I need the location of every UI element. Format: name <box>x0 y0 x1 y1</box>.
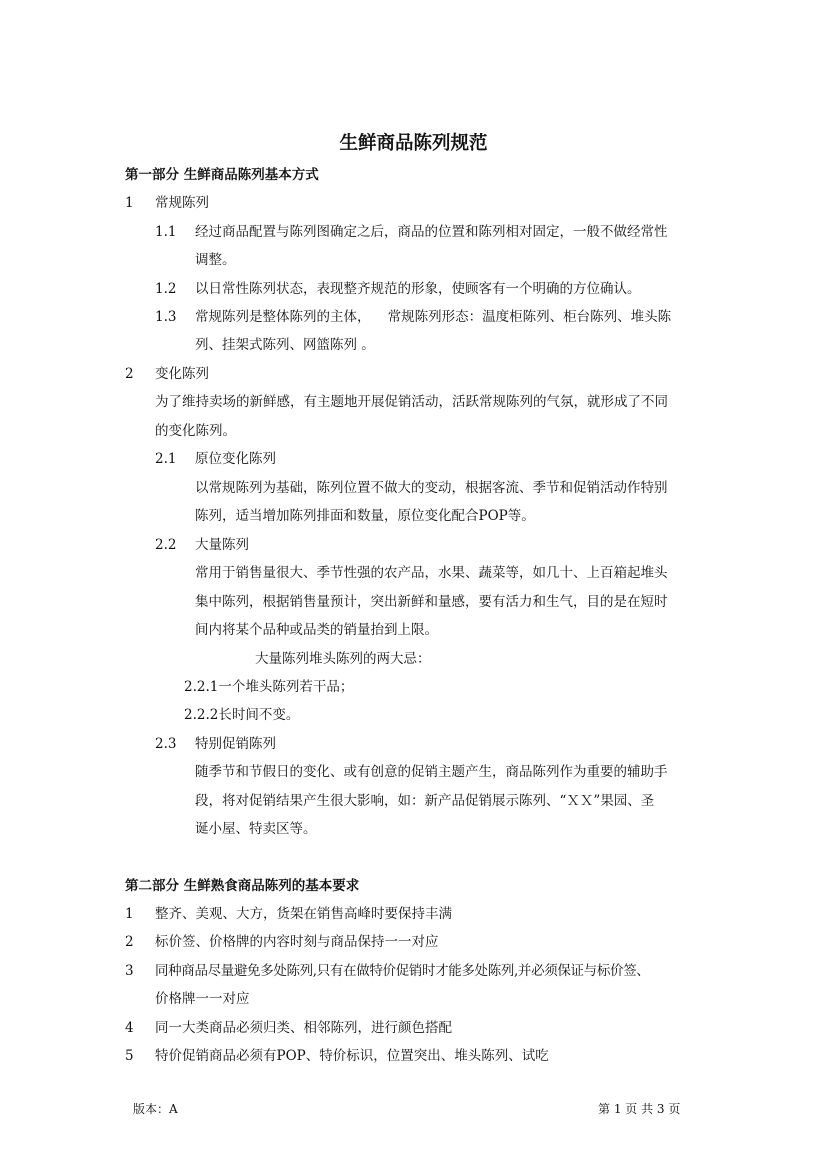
sub-2-3-text-cont2: 诞小屋、特卖区等。 <box>195 821 317 837</box>
rule-2-2-2: 2.2.2长时间不变。 <box>184 707 300 723</box>
sub-2-2-note-text: 大量陈列堆头陈列的两大忌： <box>255 651 431 667</box>
list-item-text-cont: 价格牌一一对应 <box>155 991 250 1007</box>
sub-2-2-text: 常用于销售量很大、季节性强的农产品，水果、蔬菜等，如几十、上百箱起堆头 <box>195 565 668 581</box>
item2-number: 2 <box>125 366 134 382</box>
sub-2-1-label: 原位变化陈列 <box>195 451 276 467</box>
document-title: 生鲜商品陈列规范 <box>339 133 488 154</box>
sub-1-2-text: 以日常性陈列状态，表现整齐规范的形象，使顾客有一个明确的方位确认。 <box>195 281 641 297</box>
list-item-number: 2 <box>125 934 134 950</box>
sub-1-2-number: 1.2 <box>155 281 177 297</box>
sub-1-1-text: 经过商品配置与陈列图确定之后，商品的位置和陈列相对固定，一般不做经常性 <box>195 224 668 240</box>
item2-label: 变化陈列 <box>155 366 209 382</box>
part2-heading-text: 第二部分 生鲜熟食商品陈列的基本要求 <box>125 878 360 894</box>
sub-2-1-number: 2.1 <box>155 451 177 467</box>
sub-2-2-text-cont: 集中陈列，根据销售量预计，突出新鲜和量感，要有活力和生气，目的是在短时 <box>195 594 668 610</box>
list-item-number: 5 <box>125 1048 134 1064</box>
sub-2-3-number: 2.3 <box>155 736 177 752</box>
sub-2-3-text: 随季节和节假日的变化、或有创意的促销主题产生，商品陈列作为重要的辅助手 <box>195 764 668 780</box>
footer-version: 版本：A <box>133 1102 178 1116</box>
list-item-text: 同种商品尽量避免多处陈列,只有在做特价促销时才能多处陈列,并必须保证与标价签、 <box>155 963 650 979</box>
sub-2-1-text: 以常规陈列为基础，陈列位置不做大的变动，根据客流、季节和促销活动作特别 <box>195 480 668 496</box>
sub-2-2-label: 大量陈列 <box>195 537 249 553</box>
sub-2-3-text-cont: 段，将对促销结果产生很大影响，如：新产品促销展示陈列、“ＸＸ”果园、圣 <box>195 793 655 809</box>
sub-1-3-number: 1.3 <box>155 309 177 325</box>
sub-2-2-number: 2.2 <box>155 537 177 553</box>
list-item-number: 1 <box>125 906 134 922</box>
list-item-text: 特价促销商品必须有POP、特价标识，位置突出、堆头陈列、试吃 <box>155 1048 549 1064</box>
footer-page-number: 第 1 页 共 3 页 <box>598 1102 681 1116</box>
sub-1-1-number: 1.1 <box>155 224 177 240</box>
list-item-text: 整齐、美观、大方，货架在销售高峰时要保持丰满 <box>155 906 452 922</box>
sub-1-3-text: 常规陈列是整体陈列的主体， 常规陈列形态：温度柜陈列、柜台陈列、堆头陈 <box>195 309 672 325</box>
item1-label: 常规陈列 <box>155 195 209 211</box>
item2-desc-cont: 的变化陈列。 <box>155 423 236 439</box>
item1-number: 1 <box>125 195 134 211</box>
list-item-number: 4 <box>125 1020 134 1036</box>
list-item-text: 同一大类商品必须归类、相邻陈列，进行颜色搭配 <box>155 1020 452 1036</box>
item2-desc: 为了维持卖场的新鲜感，有主题地开展促销活动，活跃常规陈列的气氛，就形成了不同 <box>155 394 668 410</box>
sub-2-1-text-cont: 陈列，适当增加陈列排面和数量，原位变化配合POP等。 <box>195 508 535 524</box>
sub-2-2-text-cont2: 间内将某个品种或品类的销量抬到上限。 <box>195 622 438 638</box>
sub-1-3-text-cont: 列、挂架式陈列、网篮陈列 。 <box>195 337 375 353</box>
rule-2-2-1: 2.2.1一个堆头陈列若干品； <box>184 679 354 695</box>
sub-1-1-text-cont: 调整。 <box>195 252 236 268</box>
list-item-text: 标价签、价格牌的内容时刻与商品保持一一对应 <box>155 934 439 950</box>
list-item-number: 3 <box>125 963 134 979</box>
sub-2-3-label: 特别促销陈列 <box>195 736 276 752</box>
part1-heading-text: 第一部分 生鲜商品陈列基本方式 <box>125 167 319 183</box>
